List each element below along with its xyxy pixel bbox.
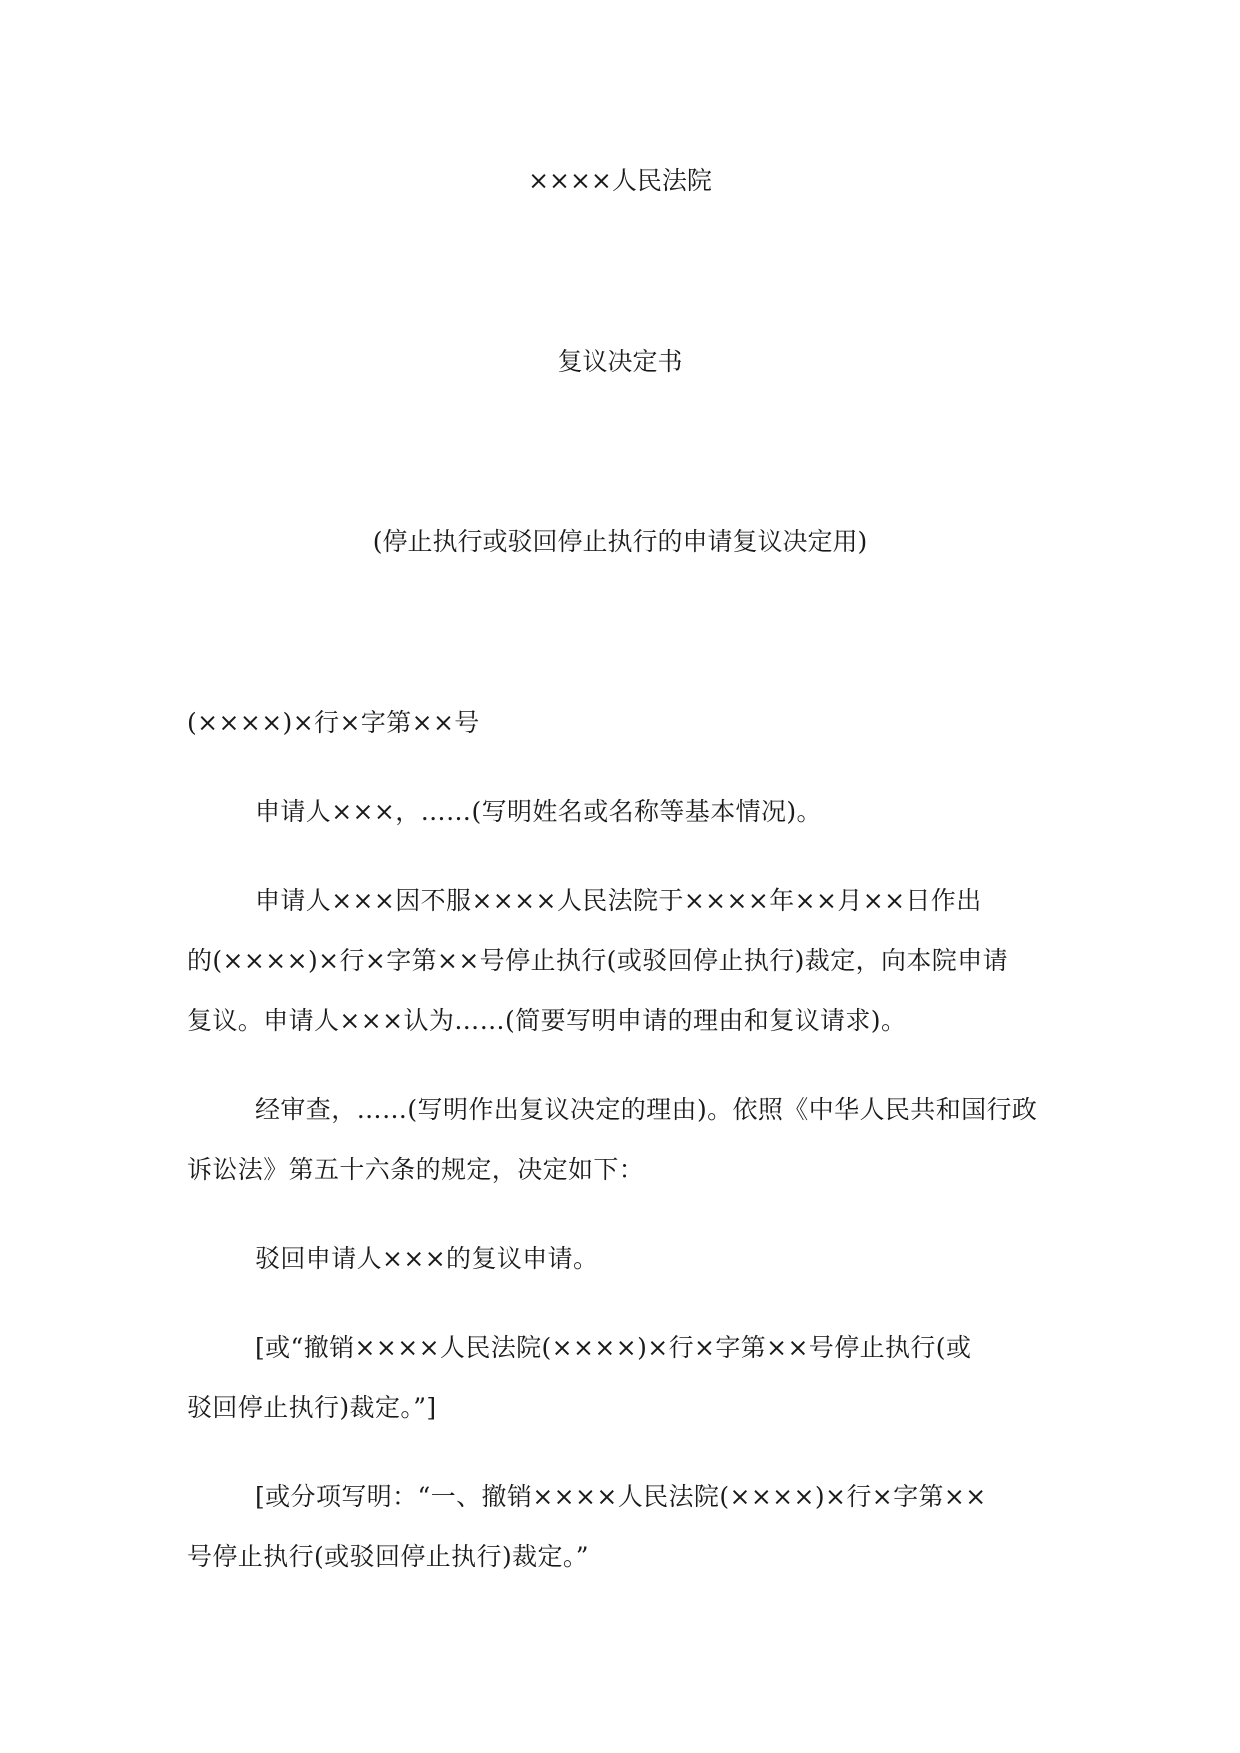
itemized-decision-line: [或分项写明：“一、撤销××××人民法院(××××)×行×字第×× [255, 1482, 987, 1511]
application-paragraph-line: 的(××××)×行×字第××号停止执行(或驳回停止执行)裁定，向本院申请 [187, 946, 1008, 975]
court-name: ××××人民法院 [528, 166, 712, 195]
review-paragraph-line: 诉讼法》第五十六条的规定，决定如下： [187, 1155, 645, 1184]
itemized-decision-line: 号停止执行(或驳回停止执行)裁定。” [187, 1542, 589, 1571]
alternative-decision-line: [或“撤销××××人民法院(××××)×行×字第××号停止执行(或 [255, 1333, 972, 1362]
application-paragraph-line: 复议。申请人×××认为……(简要写明申请的理由和复议请求)。 [187, 1006, 907, 1035]
application-paragraph-line: 申请人×××因不服××××人民法院于××××年××月××日作出 [255, 886, 982, 915]
document-subtitle: (停止执行或驳回停止执行的申请复议决定用) [372, 527, 868, 556]
case-number: (××××)×行×字第××号 [187, 708, 480, 737]
review-paragraph-line: 经审查，……(写明作出复议决定的理由)。依照《中华人民共和国行政 [255, 1095, 1038, 1124]
decision-paragraph: 驳回申请人×××的复议申请。 [255, 1244, 599, 1273]
document-title: 复议决定书 [557, 347, 683, 376]
applicant-paragraph: 申请人×××，……(写明姓名或名称等基本情况)。 [255, 797, 822, 826]
alternative-decision-line: 驳回停止执行)裁定。”] [187, 1393, 437, 1422]
